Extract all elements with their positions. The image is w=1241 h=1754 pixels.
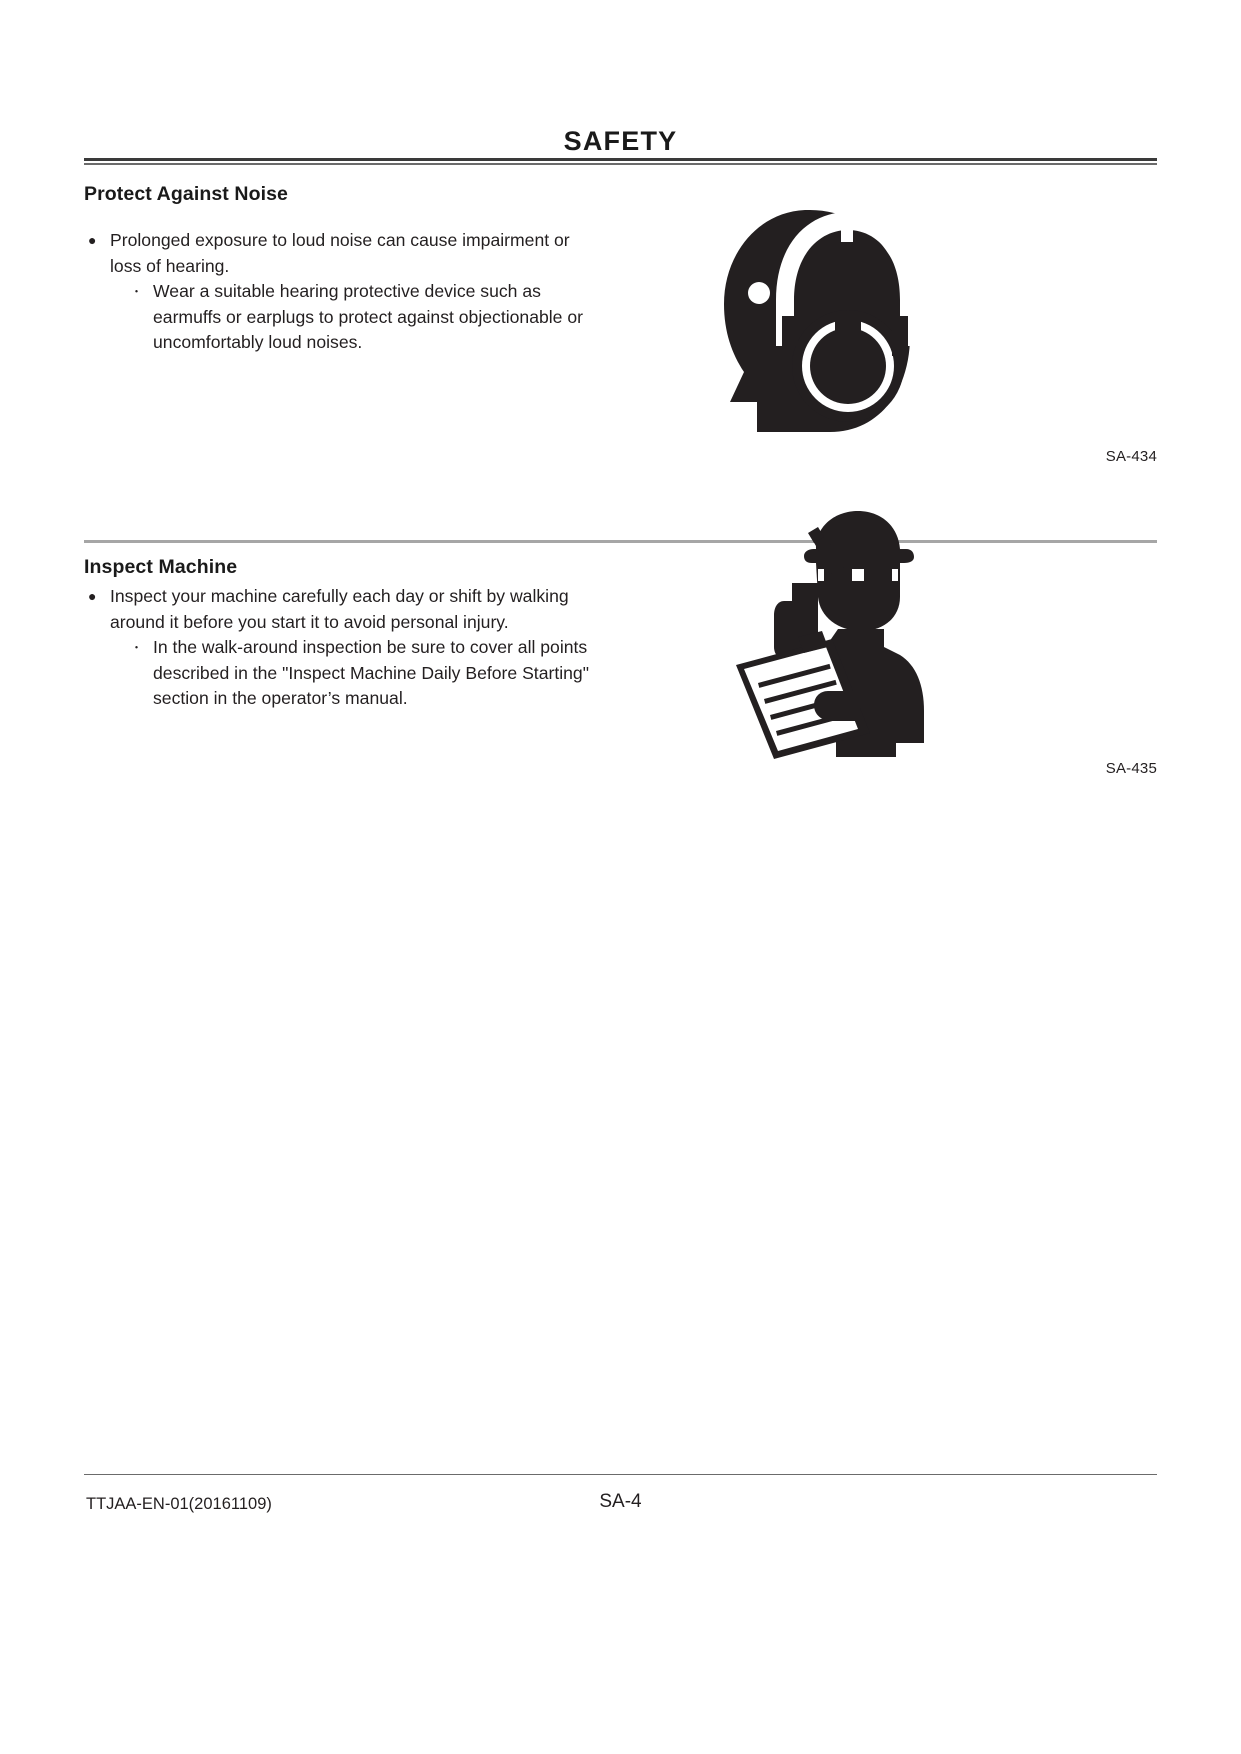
footer-rule — [84, 1474, 1157, 1475]
section-protect-against-noise — [84, 183, 1157, 206]
walk-around-inspection-pictogram — [700, 505, 940, 760]
section-body-protect-against-noise — [84, 228, 604, 356]
figure-caption: SA-435 — [1105, 760, 1157, 777]
sub-bullet-item — [128, 635, 604, 712]
bullet-list — [84, 584, 604, 712]
sub-bullet-list — [110, 279, 604, 356]
header-rule-thick — [84, 158, 1157, 161]
walk-around-inspection-illustration — [700, 505, 940, 760]
header-rule — [84, 158, 1157, 165]
hearing-protection-pictogram — [710, 196, 940, 446]
sub-bullet-list — [110, 635, 604, 712]
section-title: Inspect Machine — [84, 556, 238, 578]
bullet-text: Prolonged exposure to loud noise can cause impairment or loss of hearing. — [110, 230, 570, 276]
section-title: Protect Against Noise — [84, 183, 289, 205]
sub-bullet-item — [128, 279, 604, 356]
bullet-marker: ● — [88, 232, 97, 248]
header-rule-thin — [84, 163, 1157, 165]
sub-bullet-marker: ・ — [130, 284, 144, 299]
sub-bullet-text: Wear a suitable hearing protective device such as earmuffs or earplugs to protect against objectionable or uncomfortably loud noises. — [153, 281, 583, 352]
hearing-protection-illustration — [710, 196, 940, 446]
bullet-item — [84, 584, 604, 712]
section-divider — [84, 540, 1157, 543]
section-title-wrap-inspect-machine — [84, 556, 1157, 579]
bullets-inspect-machine — [84, 584, 604, 712]
sub-bullet-text: In the walk-around inspection be sure to cover all points described in the "Inspect Machine Daily Before Starting" section in the operator’s manual. — [153, 637, 589, 708]
bullet-marker: ● — [88, 588, 97, 604]
sub-bullet-marker: ・ — [130, 640, 144, 655]
figure-caption: SA-434 — [1105, 448, 1157, 465]
bullet-list — [84, 228, 604, 356]
footer-page-number: SA-4 — [599, 1491, 642, 1512]
bullet-item — [84, 228, 604, 356]
page-title: SAFETY — [563, 126, 678, 156]
footer-document-code: TTJAA-EN-01(20161109) — [86, 1495, 272, 1513]
bullet-text: Inspect your machine carefully each day or shift by walking around it before you start it to avoid personal injury. — [110, 586, 569, 632]
